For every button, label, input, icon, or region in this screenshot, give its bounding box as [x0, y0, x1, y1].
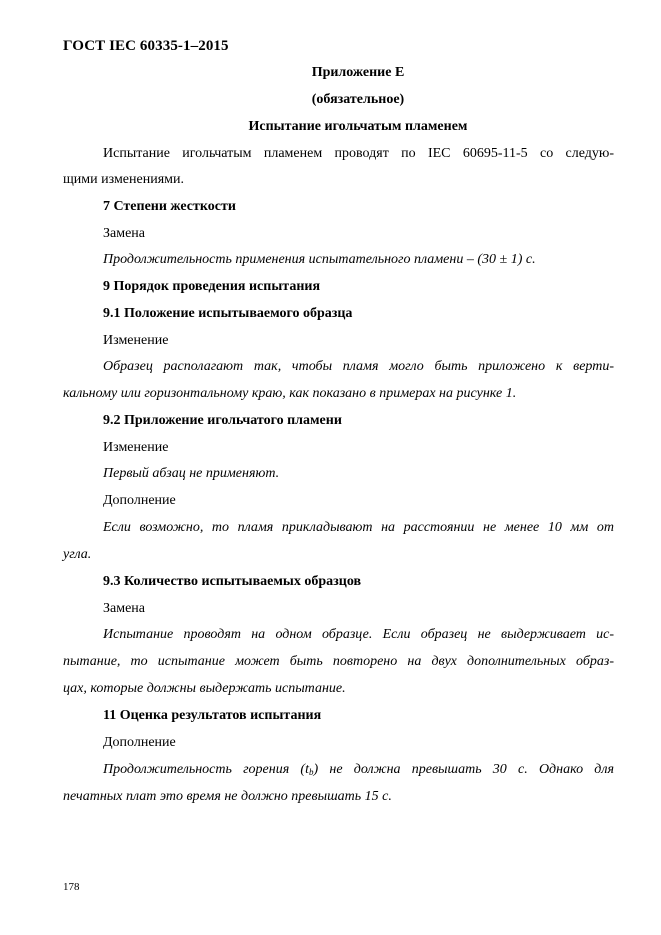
section-9-2-action-2: Дополнение	[103, 493, 176, 508]
section-9-3-line-3: цах, которые должны выдержать испытание.	[63, 681, 346, 696]
annex-subject: Испытание игольчатым пламенем	[248, 119, 468, 134]
annex-title: Приложение Е	[311, 65, 405, 80]
section-9-3-action: Замена	[103, 601, 146, 616]
section-9-2-text-1: Первый абзац не применяют.	[103, 466, 280, 481]
section-9-3-line-1: Испытание проводят на одном образце. Если образец не выдерживает ис-	[103, 627, 614, 642]
section-7-action: Замена	[103, 226, 146, 241]
section-9-1-line-1: Образец располагают так, чтобы пламя могло быть приложено к верти-	[103, 359, 614, 374]
section-11-heading: 11 Оценка результатов испытания	[103, 708, 322, 723]
section-9-2-line-2: угла.	[63, 547, 92, 562]
intro-line-2: щими изменениями.	[63, 172, 185, 187]
annex-status: (обязательное)	[311, 92, 405, 107]
section-9-1-line-2: кальному или горизонтальному краю, как показано в примерах на рисунке 1.	[63, 386, 517, 401]
section-11-line-2: печатных плат это время не должно превышать 15 с.	[63, 789, 392, 804]
section-7-heading: 7 Степени жесткости	[103, 199, 236, 214]
section-11-action: Дополнение	[103, 735, 176, 750]
section-11-line-1	[103, 761, 614, 781]
section-9-3-heading: 9.3 Количество испытываемых образцов	[103, 574, 362, 589]
page-number: 178	[63, 881, 80, 893]
section-11-line-1-start: Продолжительность горения (t	[103, 762, 309, 777]
section-9-1-heading: 9.1 Положение испытываемого образца	[103, 306, 353, 321]
document-header: ГОСТ IEC 60335-1–2015	[63, 38, 229, 54]
section-11-line-1-end: ) не должна превышать 30 с. Однако для	[313, 762, 615, 777]
burning-time-subscript: b	[309, 767, 314, 777]
section-9-3-line-2: пытание, то испытание может быть повторено на двух дополнительных образ-	[63, 654, 614, 669]
section-9-2-heading: 9.2 Приложение игольчатого пламени	[103, 413, 342, 428]
section-9-heading: 9 Порядок проведения испытания	[103, 279, 321, 294]
section-9-1-action: Изменение	[103, 333, 169, 348]
section-9-2-action-1: Изменение	[103, 440, 169, 455]
section-7-text: Продолжительность применения испытательного пламени – (30 ± 1) с.	[103, 252, 536, 267]
intro-line-1: Испытание игольчатым пламенем проводят по IEC 60695-11-5 со следую-	[103, 146, 614, 161]
section-9-2-line-1: Если возможно, то пламя прикладывают на расстоянии не менее 10 мм от	[103, 520, 614, 535]
